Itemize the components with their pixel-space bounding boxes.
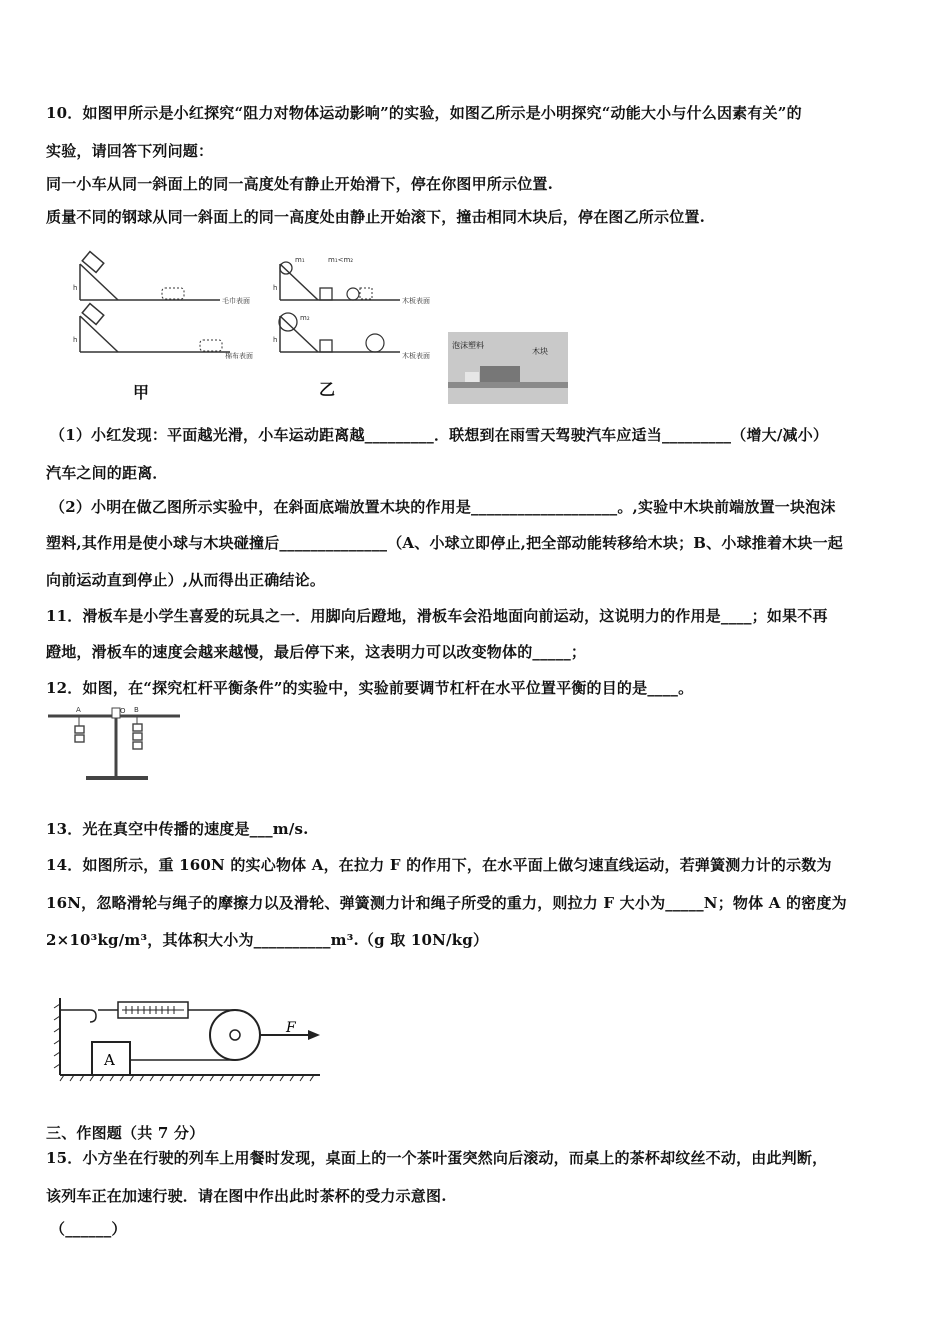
- lever-label-b: B: [134, 706, 139, 714]
- section-3-heading: 三、作图题（共 7 分）: [46, 1124, 205, 1142]
- m1-label: m₁: [295, 256, 305, 264]
- cotton-surface-label: 棉布表面: [225, 352, 253, 360]
- q10-line-3: 同一小车从同一斜面上的同一高度处有静止开始滑下，停在你图甲所示位置.: [46, 175, 554, 193]
- q15-line-2: 该列车正在加速行驶．请在图中作出此时茶杯的受力示意图.: [46, 1187, 447, 1205]
- q10-line-2: 实验，请回答下列问题：: [46, 142, 214, 160]
- block-label: 木块: [532, 347, 548, 356]
- figure-yi-top: [273, 256, 430, 305]
- q11-line-1: 11．滑板车是小学生喜爱的玩具之一．用脚向后蹬地，滑板车会沿地面向前运动，这说明力的作用是____；如果不再: [46, 607, 828, 625]
- q12-line-1: 12．如图，在“探究杠杆平衡条件”的实验中，实验前要调节杠杆在水平位置平衡的目的是____。: [46, 679, 694, 697]
- m2-label: m₂: [300, 314, 310, 322]
- force-f-label: F: [286, 1020, 296, 1036]
- lever-figure: [46, 704, 186, 786]
- q14-line-2: 16N，忽略滑轮与绳子的摩擦力以及滑轮、弹簧测力计和绳子所受的重力，则拉力 F 大小为_____N；物体 A 的密度为: [46, 894, 847, 912]
- q10-line-4: 质量不同的钢球从同一斜面上的同一高度处由静止开始滚下，撞击相同木块后，停在图乙所示位置.: [46, 208, 706, 226]
- q10-part2-line-2: 塑料,其作用是使小球与木块碰撞后______________（A、小球立即停止,把全部动能转移给木块；B、小球推着木块一起: [46, 534, 843, 552]
- figure-jia-caption: 甲: [133, 383, 150, 402]
- pulley-figure: [50, 990, 330, 1085]
- foam-block-photo: [448, 332, 568, 404]
- q10-part1-line-2: 汽车之间的距离．: [46, 464, 168, 482]
- board-surface-label-2: 木板表面: [402, 352, 430, 360]
- q15-answer-blank: （______）: [50, 1220, 127, 1238]
- q11-line-2: 蹬地，滑板车的速度会越来越慢，最后停下来，这表明力可以改变物体的_____；: [46, 643, 587, 661]
- towel-surface-label: 毛巾表面: [222, 297, 250, 305]
- q13-line-1: 13．光在真空中传播的速度是___m/s.: [46, 820, 309, 838]
- figure-yi-bottom: [273, 313, 430, 360]
- foam-label: 泡沫塑料: [452, 341, 484, 350]
- q10-line-1: 10．如图甲所示是小红探究“阻力对物体运动影响”的实验，如图乙所示是小明探究“动能大小与什么因素有关”的: [46, 104, 802, 122]
- q10-part2-line-3: 向前运动直到停止）,从而得出正确结论。: [46, 571, 326, 589]
- figure-jia-top: [73, 252, 250, 305]
- q10-part1-line-1: （1）小红发现：平面越光滑，小车运动距离越_________．联想到在雨雪天驾驶汽车应适当_________（增大/减小）: [50, 426, 829, 444]
- h-label-2: h: [73, 336, 78, 344]
- q14-line-3: 2×10³kg/m³，其体积大小为__________m³.（g 取 10N/kg）: [46, 931, 489, 949]
- q10-part2-line-1: （2）小明在做乙图所示实验中，在斜面底端放置木块的作用是___________________。,实验中木块前端放置一块泡沫: [50, 498, 836, 516]
- h-label-4: h: [273, 336, 278, 344]
- block-a-label: A: [104, 1051, 115, 1069]
- lever-label-a: A: [76, 706, 81, 714]
- m1-m2-label: m₁<m₂: [328, 256, 354, 264]
- h-label-1: h: [73, 284, 78, 292]
- figure-yi-caption: 乙: [319, 380, 336, 399]
- lever-label-o: O: [120, 707, 126, 715]
- figure-jia-bottom: [73, 304, 253, 360]
- board-surface-label-1: 木板表面: [402, 297, 430, 305]
- q14-line-1: 14．如图所示，重 160N 的实心物体 A，在拉力 F 的作用下，在水平面上做匀速直线运动，若弹簧测力计的示数为: [46, 856, 832, 874]
- q15-line-1: 15．小方坐在行驶的列车上用餐时发现，桌面上的一个茶叶蛋突然向后滚动，而桌上的茶杯却纹丝不动，由此判断，: [46, 1149, 828, 1167]
- h-label-3: h: [273, 284, 278, 292]
